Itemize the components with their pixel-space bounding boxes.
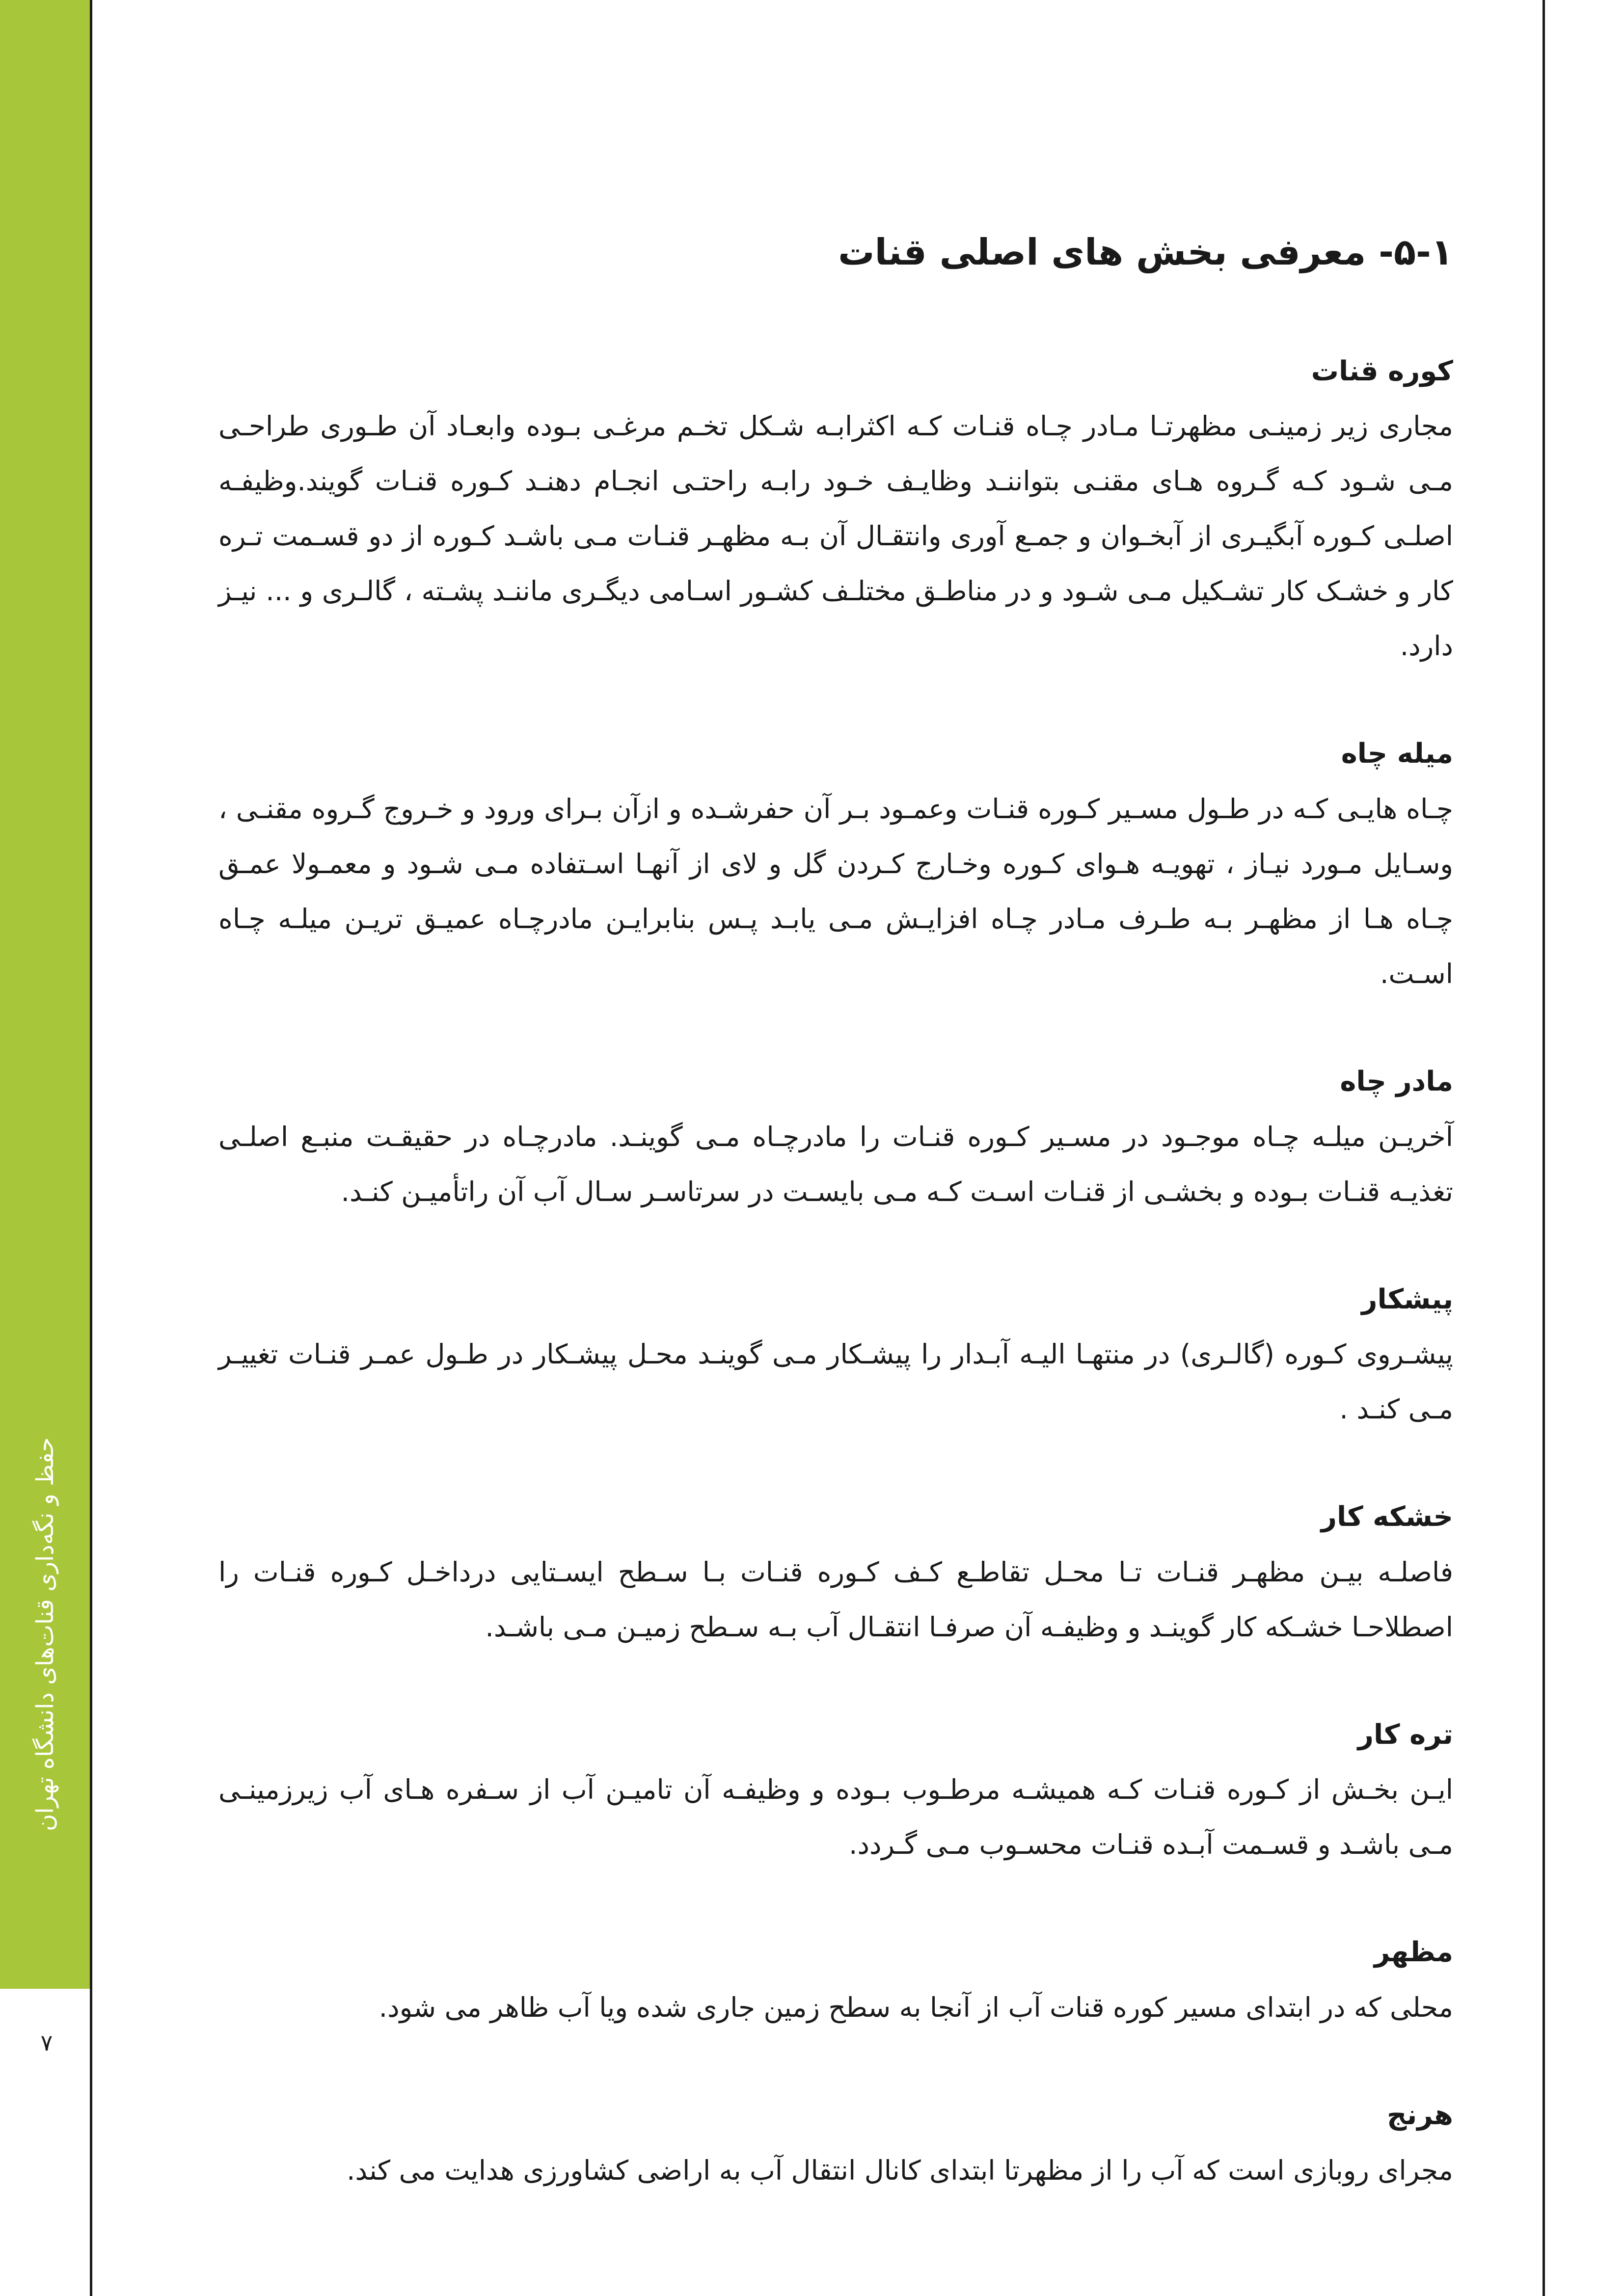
- block-haranj: [218, 2097, 1453, 2198]
- block-heading: مظهر: [1374, 1936, 1453, 1969]
- side-label: حفظ و نگه‌داری قنات‌های دانشگاه تهران: [31, 1437, 59, 1832]
- block-heading: میله چاه: [1341, 738, 1453, 770]
- block-heading: مادر چاه: [1340, 1065, 1453, 1097]
- frame-line-right: [1543, 0, 1545, 2296]
- block-madar-chah: [218, 1063, 1453, 1219]
- block-pishkar: [218, 1281, 1453, 1437]
- block-body: فاصلـه بیـن مظهـر قنـات تـا محـل تقاطـع کـف کـوره قنـات بـا سـطح ایسـتایی درداخـل کـوره قنـات را اصطلاحـا خشـکه کار گوینـد و وظیفـه آن صرفـا انتقـال آب بـه سـطح زمیـن مـی باشـد.: [218, 1556, 1453, 1643]
- block-heading: هرنج: [1386, 2099, 1453, 2131]
- block-body: چـاه هایـی کـه در طـول مسـیر کـوره قنـات وعمـود بـر آن حفرشـده و ازآن بـرای ورود و خـروج گـروه مقنـی ، وسـایل مـورد نیـاز ، تهویـه هـوای کـوره وخـارج کـردن گل و لای از آنهـا اسـتفاده مـی شـود و معمـولا عمـق چـاه هـا از مظهـر بـه طـرف مـادر چـاه افزایـش مـی یابـد پـس بنابرایـن مادرچـاه عمیـق تریـن میلـه چـاه اسـت.: [218, 793, 1453, 989]
- block-tareh-kar: [218, 1716, 1453, 1872]
- block-heading: کوره قنات: [1311, 355, 1453, 387]
- block-khoshkeh-kar: [218, 1498, 1453, 1655]
- block-body: آخریـن میلـه چـاه موجـود در مسـیر کـوره قنـات را مادرچـاه مـی گوینـد. مادرچـاه در حقیقـت منبـع اصلـی تغذیـه قنـات بـوده و بخشـی از قنـات اسـت کـه مـی بایسـت در سرتاسـر سـال آب آن راتأمیـن کنـد.: [218, 1121, 1453, 1207]
- page-number: ۷: [40, 2029, 53, 2056]
- section-title: ۵-۱- معرفی بخش های اصلی قنات: [838, 231, 1453, 273]
- block-mazhar: [218, 1934, 1453, 2035]
- block-body: محلی که در ابتدای مسیر کوره قنات آب از آنجا به سطح زمین جاری شده ویا آب ظاهر می شود.: [379, 1991, 1453, 2023]
- block-body: پیشـروی کـوره (گالـری) در منتهـا الیـه آبـدار را پیشـکار مـی گوینـد محـل پیشـکار در طـول عمـر قنـات تغییـر مـی کنـد .: [218, 1338, 1453, 1425]
- block-body: ایـن بخـش از کـوره قنـات کـه همیشـه مرطـوب بـوده و وظیفـه آن تامیـن آب از سـفره هـای آب زیرزمینـی مـی باشـد و قسـمت آبـده قنـات محسـوب مـی گـردد.: [218, 1774, 1453, 1861]
- block-body: مجاری زیر زمینـی مظهرتـا مـادر چـاه قنـات کـه اکثرابـه شـکل تخـم مرغـی بـوده وابعـاد آن طـوری طراحـی مـی شـود کـه گـروه هـای مقنـی بتواننـد وظایـف خـود رابـه راحتـی انجـام دهنـد کـوره قنـات گویند.وظیفـه اصلـی کـوره آبگیـری از آبخـوان و جمـع آوری وانتقـال آن بـه مظهـر قنـات مـی باشـد کـوره از دو قسـمت تـره کار و خشـک کار تشـکیل مـی شـود و در مناطـق مختلـف کشـور اسـامی دیگـری ماننـد پشـته ، گالـری و ... نیـز دارد.: [218, 410, 1453, 662]
- page-content: [218, 231, 1453, 2260]
- block-koreh-qanat: [218, 353, 1453, 674]
- frame-line-left: [90, 0, 92, 2296]
- block-heading: پیشکار: [1361, 1283, 1453, 1315]
- block-heading: خشکه کار: [1321, 1501, 1453, 1533]
- side-band: [0, 0, 90, 1989]
- block-body: مجرای روبازی است که آب را از مظهرتا ابتدای کانال انتقال آب به اراضی کشاورزی هدایت می کند.: [346, 2154, 1453, 2186]
- block-heading: تره کار: [1357, 1718, 1453, 1751]
- block-mileh-chah: [218, 735, 1453, 1001]
